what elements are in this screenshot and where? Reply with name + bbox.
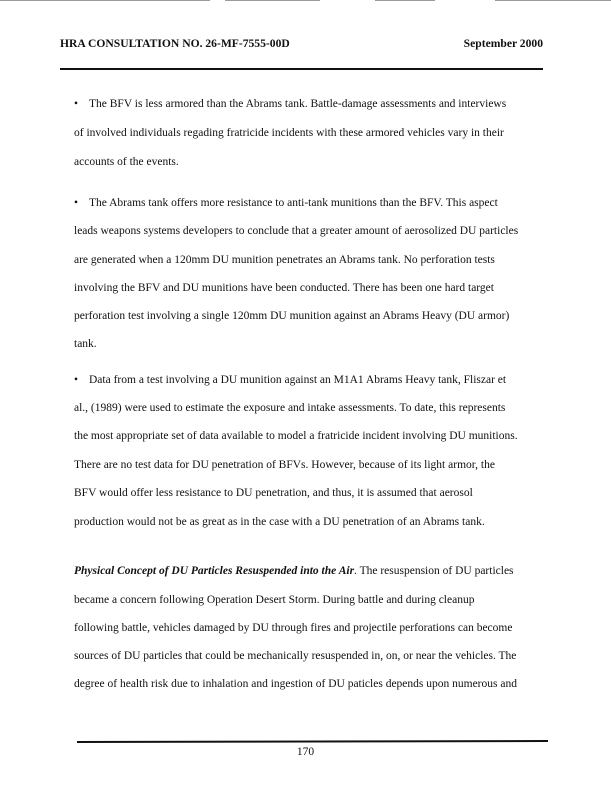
page-number: 170 — [296, 746, 315, 758]
section-heading: Physical Concept of DU Particles Resuspended into the Air — [74, 565, 355, 577]
bullet-icon: • — [74, 98, 79, 110]
consultation-number: HRA CONSULTATION NO. 26-MF-7555-00D — [60, 37, 290, 50]
header-rule — [60, 68, 543, 70]
scan-artifact-top — [0, 0, 611, 2]
bullet-icon: • — [74, 374, 79, 386]
footer-rule — [77, 740, 548, 743]
header-date: September 2000 — [463, 37, 543, 50]
bullet-icon: • — [74, 197, 79, 209]
page-header — [60, 37, 543, 55]
